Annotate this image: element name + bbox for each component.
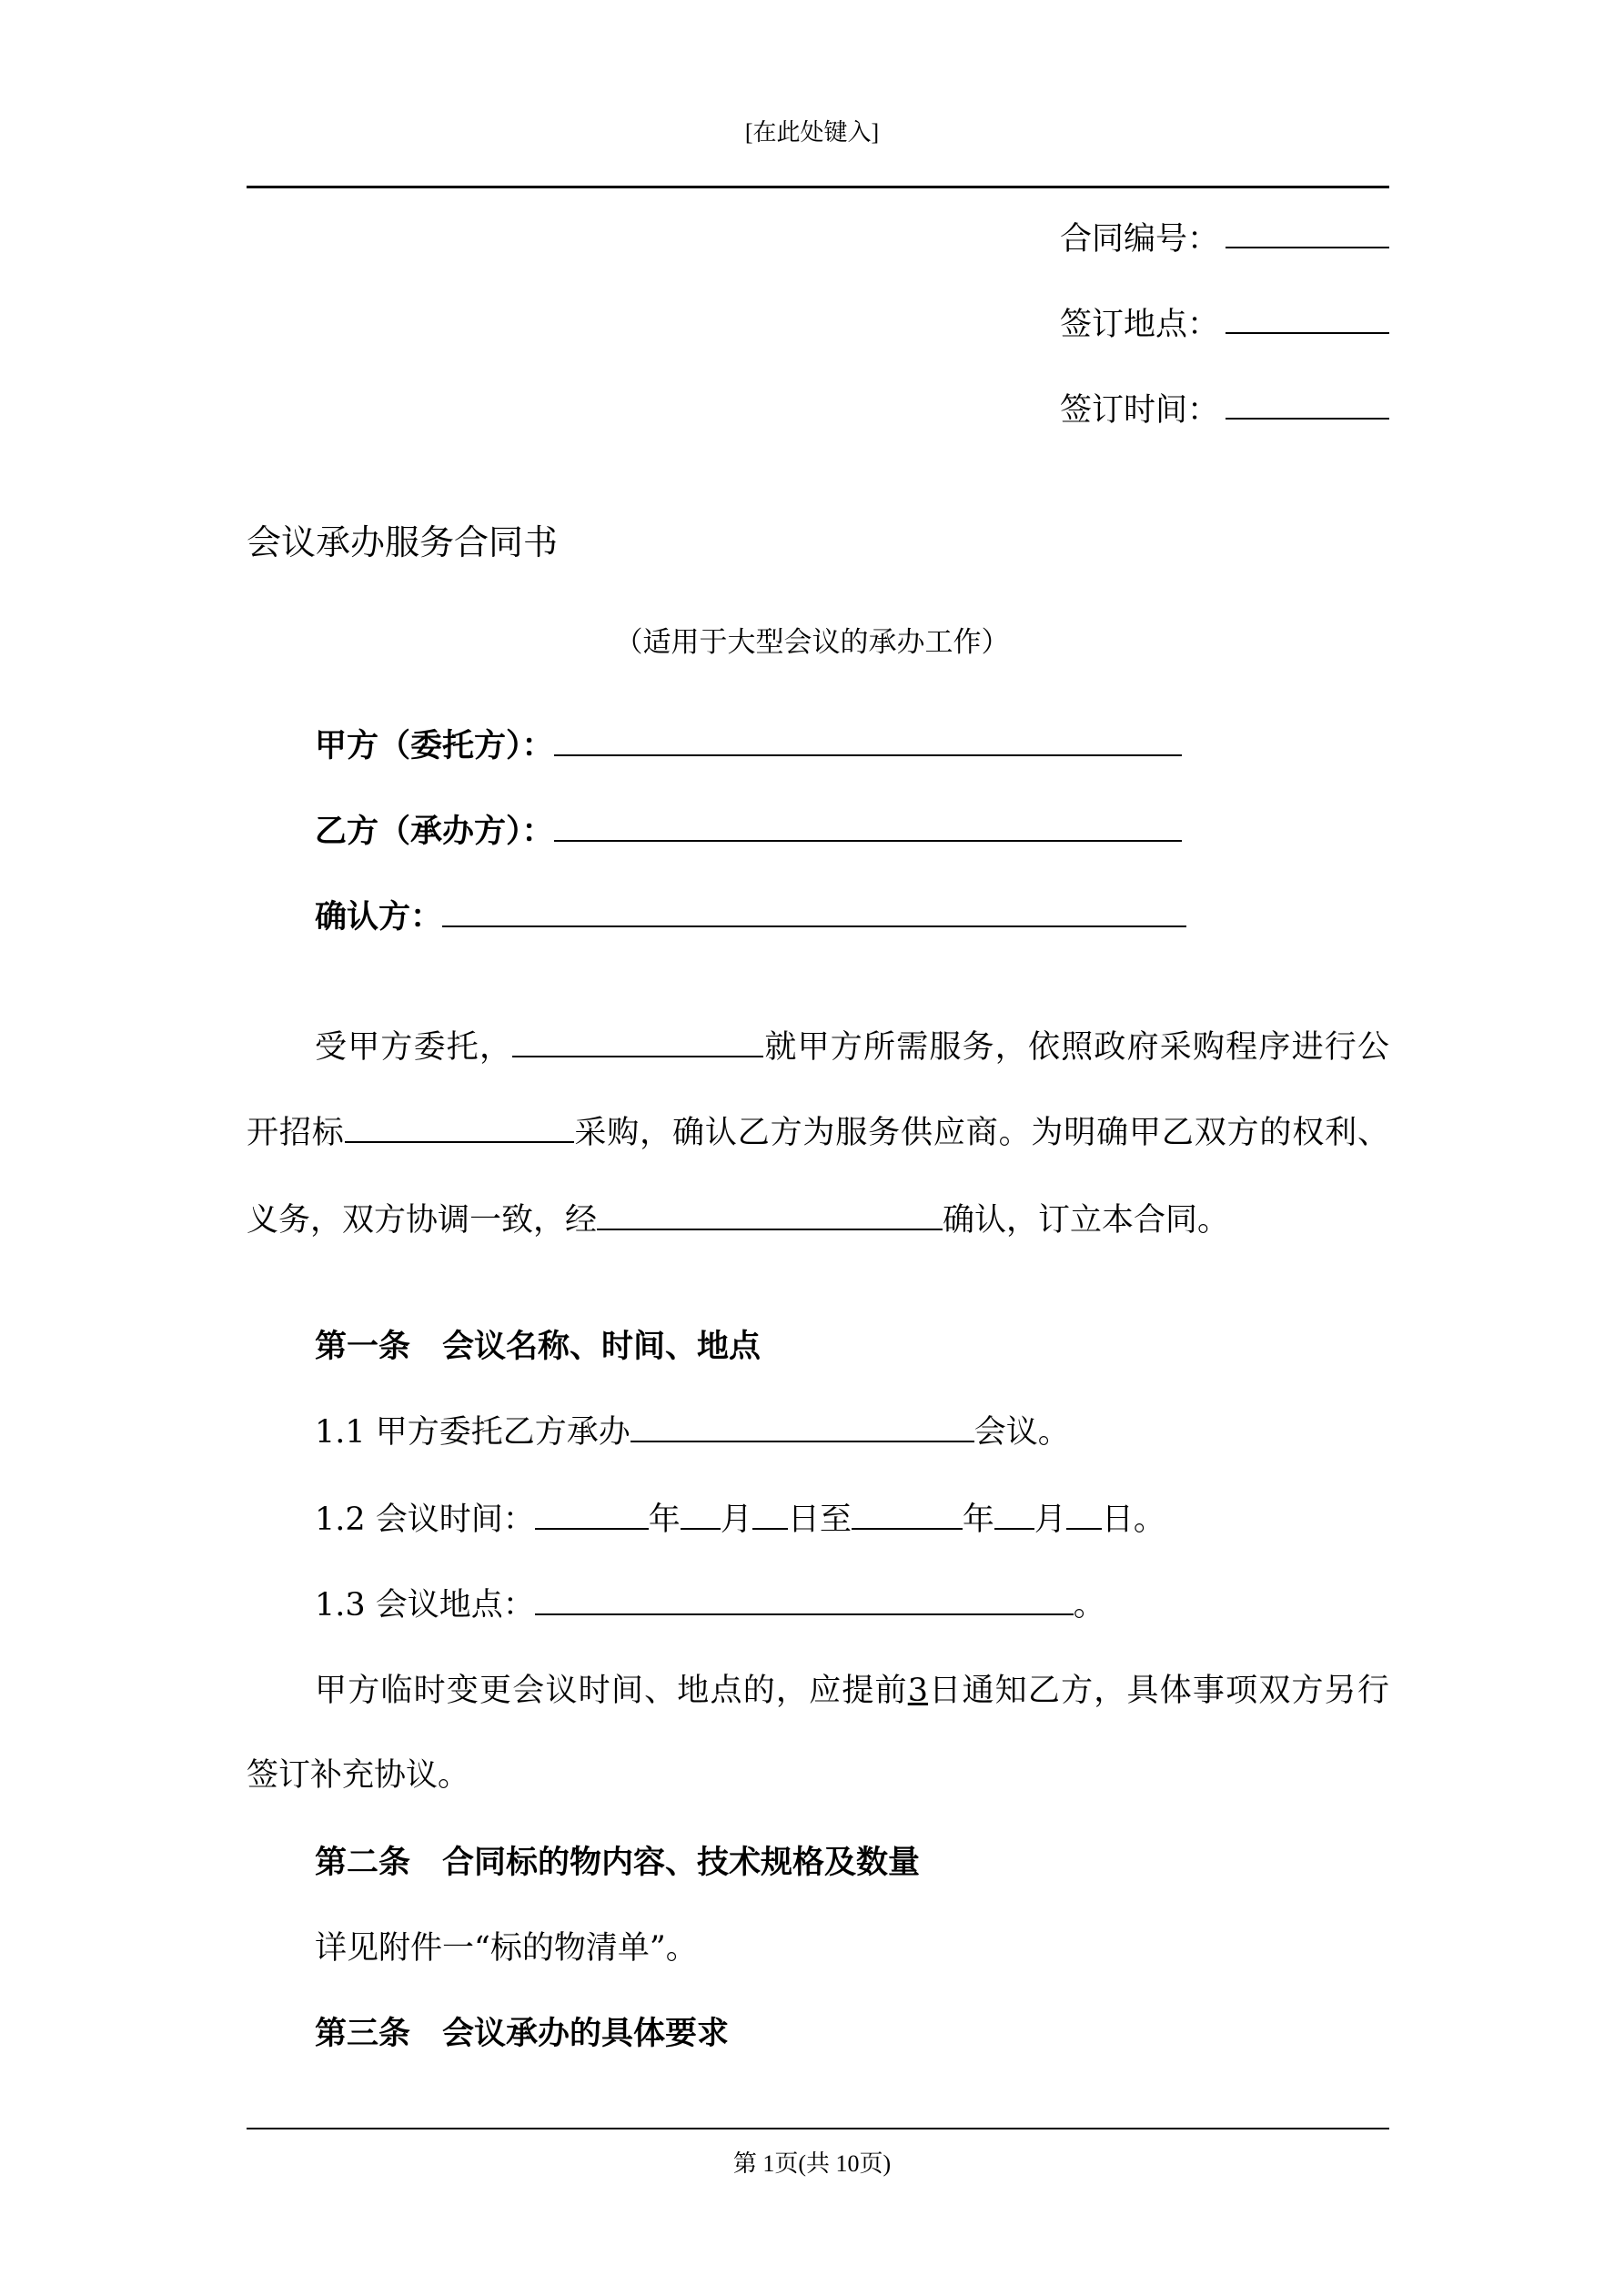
clause-text: 月 [1034,1502,1066,1538]
end-day-blank[interactable] [1066,1501,1102,1530]
contract-number-label: 合同编号： [1060,221,1220,258]
start-year-blank[interactable] [535,1501,649,1530]
clause-text: 1.2 会议时间： [315,1502,535,1538]
contract-number-blank[interactable] [1226,219,1389,248]
clause-text: 甲方临时变更会议时间、地点的，应提前 [315,1673,908,1709]
clause-text: 1.3 会议地点： [315,1587,535,1623]
page-footer: 第 1页(共 10页) [732,2150,892,2177]
party-a-blank[interactable] [554,727,1182,756]
start-day-blank[interactable] [752,1501,788,1530]
clause-1-3 [315,1585,1105,1625]
preamble-text: 受甲方委托， [315,1029,513,1066]
header-rule [247,186,1389,188]
party-b-label: 乙方（承办方）： [315,813,554,850]
preamble-text: 义务，双方协调一致，经 [247,1202,598,1239]
confirming-party-blank[interactable] [442,898,1186,927]
document-title: 会议承办服务合同书 [247,522,559,562]
preamble-text: 采购，确认乙方为服务供应商。为明确甲乙双方的权利、 [573,1115,1389,1151]
agency-blank[interactable] [512,1028,763,1057]
meeting-place-blank[interactable] [535,1586,1074,1615]
confirming-party-label: 确认方： [315,898,443,936]
confirming-party-field [315,897,1186,937]
end-month-blank[interactable] [994,1501,1034,1530]
contract-number-field [1060,219,1219,259]
start-month-blank[interactable] [681,1501,721,1530]
article-3-heading: 第三条 会议承办的具体要求 [315,2015,730,2052]
preamble-text: 开招标 [247,1115,345,1151]
signing-place-field [1060,305,1219,345]
signing-time-blank[interactable] [1226,390,1389,420]
party-b-field [315,812,1182,852]
confirmer-blank[interactable] [597,1201,943,1230]
clause-text: 日通知乙方，具体事项双方另行 [928,1673,1389,1709]
preamble-line-3 [247,1200,1229,1240]
clause-text: 年 [648,1502,681,1538]
preamble-line-1 [315,1027,1389,1067]
clause-text: 会议。 [973,1414,1070,1451]
party-b-blank[interactable] [554,813,1182,842]
article-2-body: 详见附件一“标的物清单”。 [315,1930,698,1967]
notice-days: 3 [907,1673,929,1709]
change-notice-line-2: 签订补充协议。 [247,1757,470,1794]
meeting-name-blank[interactable] [630,1413,974,1442]
article-1-heading: 第一条 会议名称、时间、地点 [315,1328,762,1365]
page-header: [在此处键入] [744,119,880,146]
document-subtitle: （适用于大型会议的承办工作） [614,626,1010,659]
end-year-blank[interactable] [852,1501,963,1530]
party-a-field [315,726,1182,766]
signing-place-blank[interactable] [1226,305,1389,334]
preamble-line-2 [247,1113,1389,1153]
clause-text: 1.1 甲方委托乙方承办 [315,1414,630,1451]
clause-text: 。 [1073,1587,1105,1623]
clause-text: 月 [720,1502,752,1538]
tender-blank[interactable] [345,1114,574,1143]
signing-time-field [1060,390,1219,430]
clause-text: 日。 [1101,1502,1165,1538]
signing-time-label: 签订时间： [1060,392,1220,429]
article-2-heading: 第二条 合同标的物内容、技术规格及数量 [315,1844,921,1881]
footer-rule [247,2128,1389,2129]
preamble-text: 就甲方所需服务，依照政府采购程序进行公 [763,1029,1389,1066]
preamble-text: 确认，订立本合同。 [943,1202,1230,1239]
change-notice-line-1 [315,1671,1389,1711]
clause-1-1 [315,1412,1070,1452]
party-a-label: 甲方（委托方）： [315,727,554,764]
clause-text: 日至 [787,1502,852,1538]
clause-text: 年 [962,1502,994,1538]
clause-1-2 [315,1500,1165,1540]
signing-place-label: 签订地点： [1060,307,1220,343]
